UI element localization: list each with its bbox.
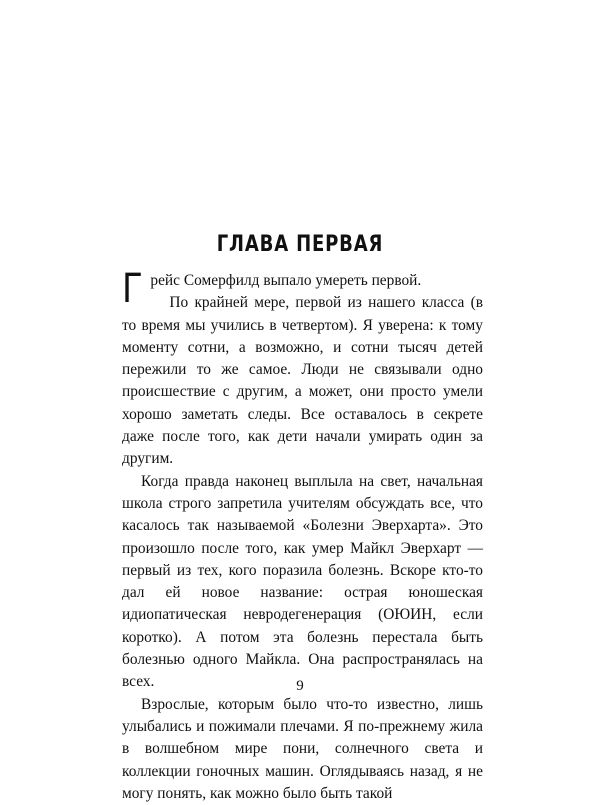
drop-cap: Г [122, 266, 143, 312]
paragraph-1-text: рейс Сомерфилд выпало умереть первой. [150, 272, 422, 289]
chapter-title: ГЛАВА ПЕРВАЯ [216, 232, 384, 257]
paragraph-2: По крайней мере, первой из нашего класса (в то время мы учились в четвертом). Я уверена: к тому моменту сотни, а возможно, и сотни тысяч детей пережили то же самое. Люди не связывали одно происшествие с другим, а может, они просто умели хорошо заметать следы. Все оставалось в секрете даже после того, как дети начали умирать один за другим. [122, 294, 483, 468]
paragraph-1 [122, 266, 483, 312]
body-text [122, 266, 483, 805]
page-number: 9 [296, 678, 304, 694]
paragraph-3: Когда правда наконец выплыла на свет, начальная школа строго запретила учителям обсуждать все, что касалось так называемой «Болезни Эверхарта». Это произошло после того, как умер Майкл Эверхарт — первый из тех, кого поразила болезнь. Вскоре кто-то дал ей новое название: острая юношеская идиопатическая невродегенерация (ОЮИН, если коротко). А потом эта болезнь перестала быть болезнью одного Майкла. Она распространялась на всех. [122, 472, 483, 691]
paragraph-4: Взрослые, которым было что-то известно, лишь улыбались и пожимали плечами. Я по-прежнему жила в волшебном мире пони, солнечного света и коллекции гоночных машин. Оглядываясь назад, я не могу понять, как можно было быть такой [122, 695, 483, 802]
